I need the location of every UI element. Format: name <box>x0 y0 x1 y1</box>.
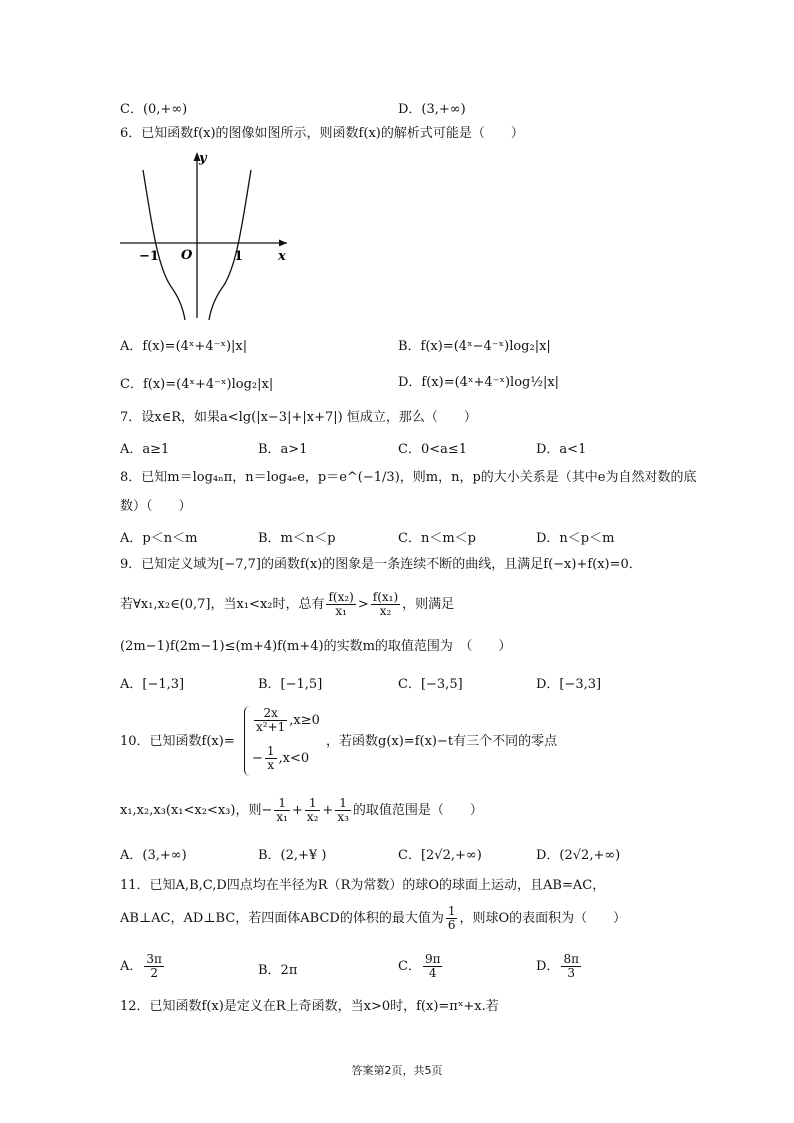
q10-case1-denominator: x²+1 <box>256 720 286 734</box>
q11-option-c-fraction <box>423 953 443 980</box>
q11-option-c <box>398 952 444 982</box>
q11-line1: 11．已知A,B,C,D四点均在半径为R（R为常数）的球O的球面上运动，且AB=AC， <box>120 878 606 893</box>
q10-piecewise-brace <box>244 706 251 776</box>
q10-term1-sign: − <box>261 803 273 818</box>
tick-label-one: 1 <box>234 249 244 264</box>
q10-term3-denominator: x₃ <box>337 810 349 824</box>
q6-stem: 6．已知函数f(x)的图像如图所示，则函数f(x)的解析式可能是（ ） <box>120 126 524 141</box>
q6-function-graph <box>115 148 295 324</box>
q12-stem: 12．已知函数f(x)是定义在R上奇函数，当x>0时，f(x)=πˣ+x.若 <box>120 999 499 1014</box>
q10-option-c: C．[2√2,+∞) <box>398 848 482 863</box>
q10-term3-sign: + <box>322 803 334 818</box>
q9-option-a: A．[−1,3] <box>120 677 185 692</box>
q10-term2-numerator: 1 <box>305 797 321 811</box>
q9-greater-than: > <box>357 597 369 612</box>
q10-option-a: A．(3,+∞) <box>120 848 187 863</box>
q8-option-b: B．m＜n＜p <box>258 531 336 546</box>
q10-case-2 <box>252 744 309 774</box>
q10-case2-sign: − <box>252 751 263 766</box>
q10-option-b: B．(2,+¥ ) <box>258 848 327 863</box>
q10-case2-condition: ,x<0 <box>278 751 310 766</box>
q9-frac2-denominator: x₂ <box>379 604 392 618</box>
q11-option-d-fraction <box>561 953 581 980</box>
q10-case2-fraction <box>265 745 277 772</box>
q7-option-b: B．a>1 <box>258 442 308 457</box>
q11-option-d-numerator: 8π <box>563 952 579 966</box>
q11-option-a-fraction <box>144 953 164 980</box>
q7-option-a: A．a≥1 <box>120 442 170 457</box>
q9-fraction-2 <box>371 591 400 618</box>
q10-term1-fraction <box>274 797 290 824</box>
q11-line2-tail: ，则球O的表面积为（ ） <box>459 911 627 926</box>
q11-option-b: B．2π <box>258 963 298 978</box>
q11-frac-denominator: 6 <box>447 918 456 932</box>
q7-stem: 7．设x∈R，如果a<lg(|x−3|+|x+7|) 恒成立，那么（ ） <box>120 410 477 425</box>
q11-line2 <box>120 904 626 934</box>
q7-option-c: C．0<a≤1 <box>398 442 468 457</box>
q10-case2-numerator: 1 <box>266 744 275 758</box>
q10-term2-denominator: x₂ <box>306 810 319 824</box>
q9-fraction-1 <box>326 591 355 618</box>
q10-suffix: ，若函数g(x)=f(x)−t有三个不同的零点 <box>326 734 558 749</box>
q10-term2-sign: + <box>291 803 303 818</box>
q10-term3-numerator: 1 <box>335 797 351 811</box>
q10-option-d: D．(2√2,+∞) <box>536 848 621 863</box>
q10-line2-lead: x₁,x₂,x₃(x₁<x₂<x₃)，则 <box>120 803 262 818</box>
page-footer: 答案第2页，共5页 <box>351 1064 443 1077</box>
tick-label-neg-one: −1 <box>139 249 159 264</box>
q9-frac2-numerator: f(x₁) <box>372 590 399 604</box>
q8-option-d: D．n＜p＜m <box>536 531 615 546</box>
q9-line2-tail: ，则满足 <box>402 597 455 612</box>
q10-case1-fraction <box>254 707 287 734</box>
q6-option-b: B．f(x)=(4ˣ−4⁻ˣ)log₂|x| <box>398 339 551 354</box>
q8-option-a: A．p＜n＜m <box>120 531 198 546</box>
q9-frac1-numerator: f(x₂) <box>328 590 354 604</box>
q10-term3-fraction <box>335 797 351 824</box>
q11-option-a-label: A． <box>120 959 143 974</box>
q10-case2-denominator: x <box>267 758 275 772</box>
q6-option-c: C．f(x)=(4ˣ+4⁻ˣ)log₂|x| <box>120 377 274 392</box>
left-branch-curve <box>143 170 185 320</box>
q11-option-c-denominator: 4 <box>428 966 437 980</box>
q11-line2-lead: AB⊥AC，AD⊥BC，若四面体ABCD的体积的最大值为 <box>120 911 444 926</box>
q11-option-a-numerator: 3π <box>146 952 162 966</box>
q9-stem-line3: (2m−1)f(2m−1)≤(m+4)f(m+4)的实数m的取值范围为 （ ） <box>120 639 512 654</box>
q9-stem-line2 <box>120 590 454 620</box>
x-axis-arrow <box>279 240 287 247</box>
q11-option-c-numerator: 9π <box>424 952 441 966</box>
q11-option-a-denominator: 2 <box>150 966 158 980</box>
q9-frac1-denominator: x₁ <box>335 604 347 618</box>
q10-case1-numerator: 2x <box>254 707 287 721</box>
q6-option-a: A．f(x)=(4ˣ+4⁻ˣ)|x| <box>120 339 248 354</box>
q10-prefix: 10．已知函数f(x)= <box>120 734 235 749</box>
origin-label: O <box>181 248 193 263</box>
q9-option-d: D．[−3,3] <box>536 677 602 692</box>
q8-stem-line2: 数）（ ） <box>120 499 192 514</box>
q6-option-d: D．f(x)=(4ˣ+4⁻ˣ)log½|x| <box>398 375 560 390</box>
q11-option-c-label: C． <box>398 959 421 974</box>
right-branch-curve <box>209 170 251 320</box>
q10-term1-numerator: 1 <box>274 797 290 811</box>
x-axis-label: x <box>278 249 286 264</box>
q9-line2-lead: 若∀x₁,x₂∈(0,7]，当x₁<x₂时，总有 <box>120 597 325 612</box>
q11-option-d-label: D． <box>536 959 560 974</box>
q8-stem-line1: 8．已知m＝log₄ₙπ，n＝log₄ₑe，p＝e^(−1/3)，则m，n，p的大小关系是（其中e为自然对数的底 <box>120 470 697 485</box>
q10-term1-denominator: x₁ <box>276 810 288 824</box>
q9-option-b: B．[−1,5] <box>258 677 323 692</box>
q10-case-1 <box>252 706 320 736</box>
q10-case1-condition: ,x≥0 <box>289 713 320 728</box>
q7-option-d: D．a<1 <box>536 442 587 457</box>
q11-option-a <box>120 952 166 982</box>
q10-line2 <box>120 796 483 826</box>
q9-option-c: C．[−3,5] <box>398 677 463 692</box>
q5-option-c: C．(0,+∞) <box>120 102 188 117</box>
q5-option-d: D．(3,+∞) <box>398 102 466 117</box>
q11-fraction <box>446 905 458 932</box>
q10-line2-tail: 的取值范围是（ ） <box>352 803 483 818</box>
q10-term2-fraction <box>305 797 321 824</box>
q8-option-c: C．n＜m＜p <box>398 531 476 546</box>
q11-frac-numerator: 1 <box>447 904 456 918</box>
q9-stem-line1: 9．已知定义域为[−7,7]的函数f(x)的图象是一条连续不断的曲线，且满足f(−x)+f(x)=0． <box>120 557 642 572</box>
q11-option-d-denominator: 3 <box>567 966 576 980</box>
q11-option-d <box>536 952 583 982</box>
y-axis-label: y <box>199 151 207 166</box>
